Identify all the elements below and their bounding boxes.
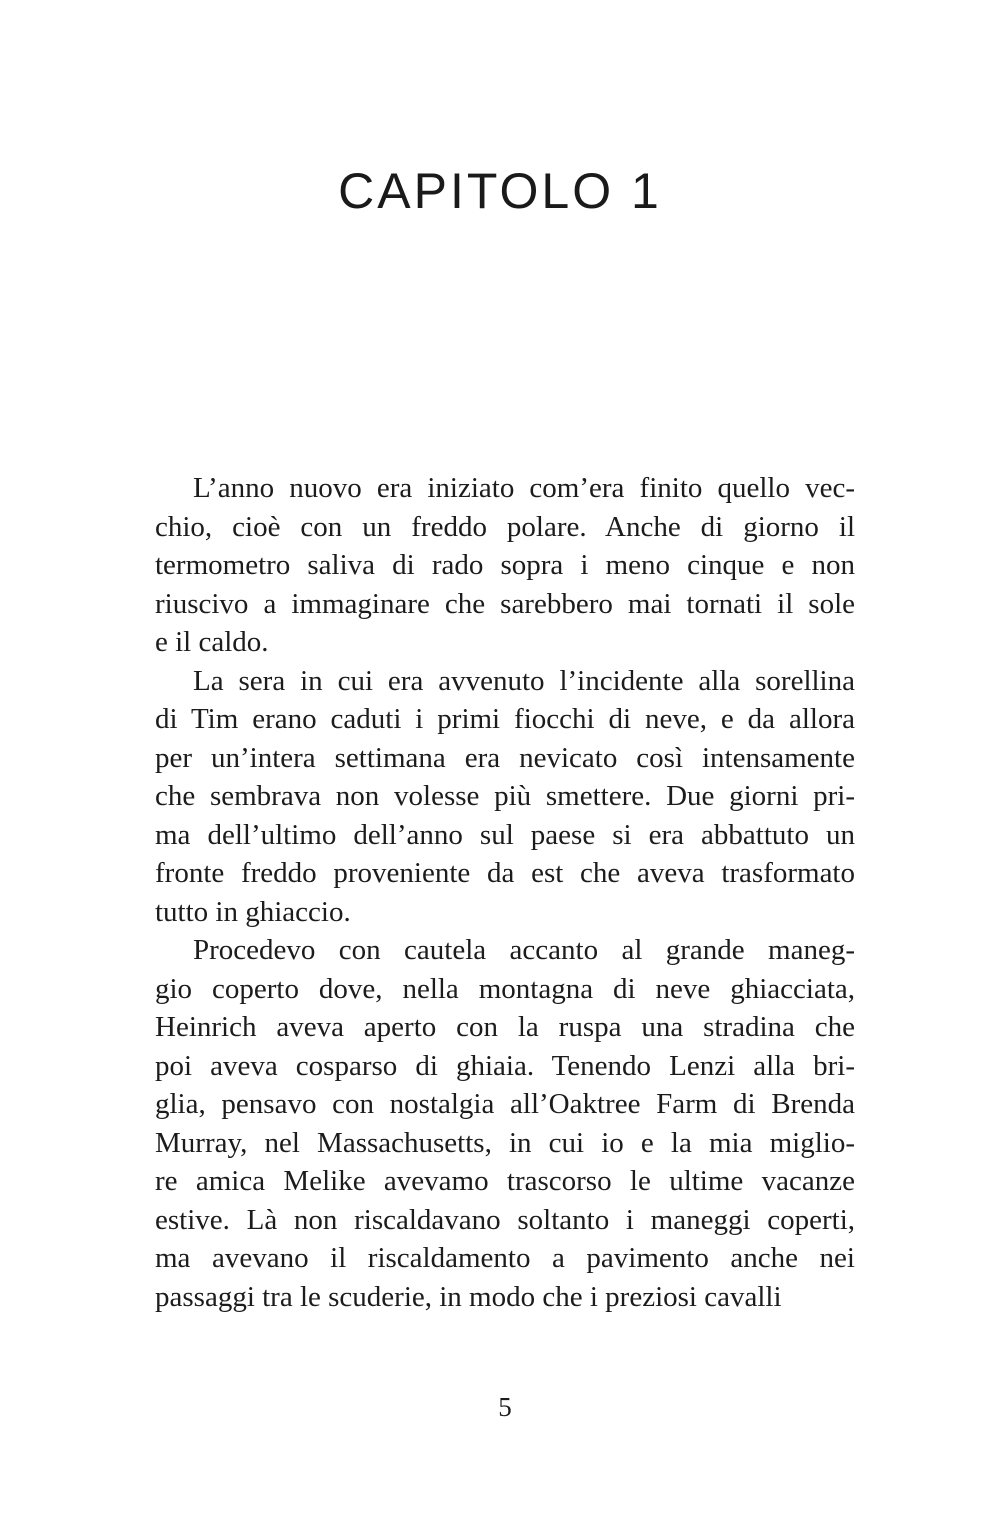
text-line: re amica Melike avevamo trascorso le ultime vacanze (155, 1165, 855, 1197)
text-line: passaggi tra le scuderie, in modo che i preziosi cavalli (155, 1280, 782, 1313)
text-line: per un’intera settimana era nevicato così intensamente (155, 741, 855, 774)
text-line: Procedevo con cautela accanto al grande maneg- (193, 934, 855, 966)
text-line: estive. Là non riscaldavano soltanto i maneggi coperti, (155, 1203, 855, 1236)
body-text (155, 469, 855, 1316)
text-line: glia, pensavo con nostalgia all’Oaktree Farm di Brenda (155, 1088, 855, 1120)
text-line: chio, cioè con un freddo polare. Anche di giorno il (155, 510, 855, 543)
text-line: e il caldo. (155, 626, 269, 658)
text-line: La sera in cui era avvenuto l’incidente alla sorellina (193, 664, 855, 697)
text-line: ma dell’ultimo dell’anno sul paese si era abbattuto un (155, 818, 855, 851)
text-line: fronte freddo proveniente da est che aveva trasformato (155, 857, 855, 889)
text-line: gio coperto dove, nella montagna di neve ghiacciata, (155, 972, 855, 1005)
text-line: Heinrich aveva aperto con la ruspa una stradina che (155, 1011, 855, 1043)
chapter-heading: CAPITOLO 1 (338, 163, 662, 219)
text-line: tutto in ghiaccio. (155, 895, 351, 928)
text-line: ma avevano il riscaldamento a pavimento anche nei (155, 1242, 855, 1274)
page-number: 5 (498, 1392, 512, 1422)
text-line: Murray, nel Massachusetts, in cui io e la mia miglio- (155, 1126, 855, 1159)
text-line: L’anno nuovo era iniziato com’era finito quello vec- (193, 472, 855, 504)
text-line: che sembrava non volesse più smettere. Due giorni pri- (155, 780, 855, 812)
text-line: poi aveva cosparso di ghiaia. Tenendo Lenzi alla bri- (155, 1049, 855, 1082)
text-line: riuscivo a immaginare che sarebbero mai tornati il sole (155, 587, 855, 620)
text-line: di Tim erano caduti i primi fiocchi di neve, e da allora (155, 703, 855, 735)
text-line: termometro saliva di rado sopra i meno cinque e non (155, 549, 855, 581)
